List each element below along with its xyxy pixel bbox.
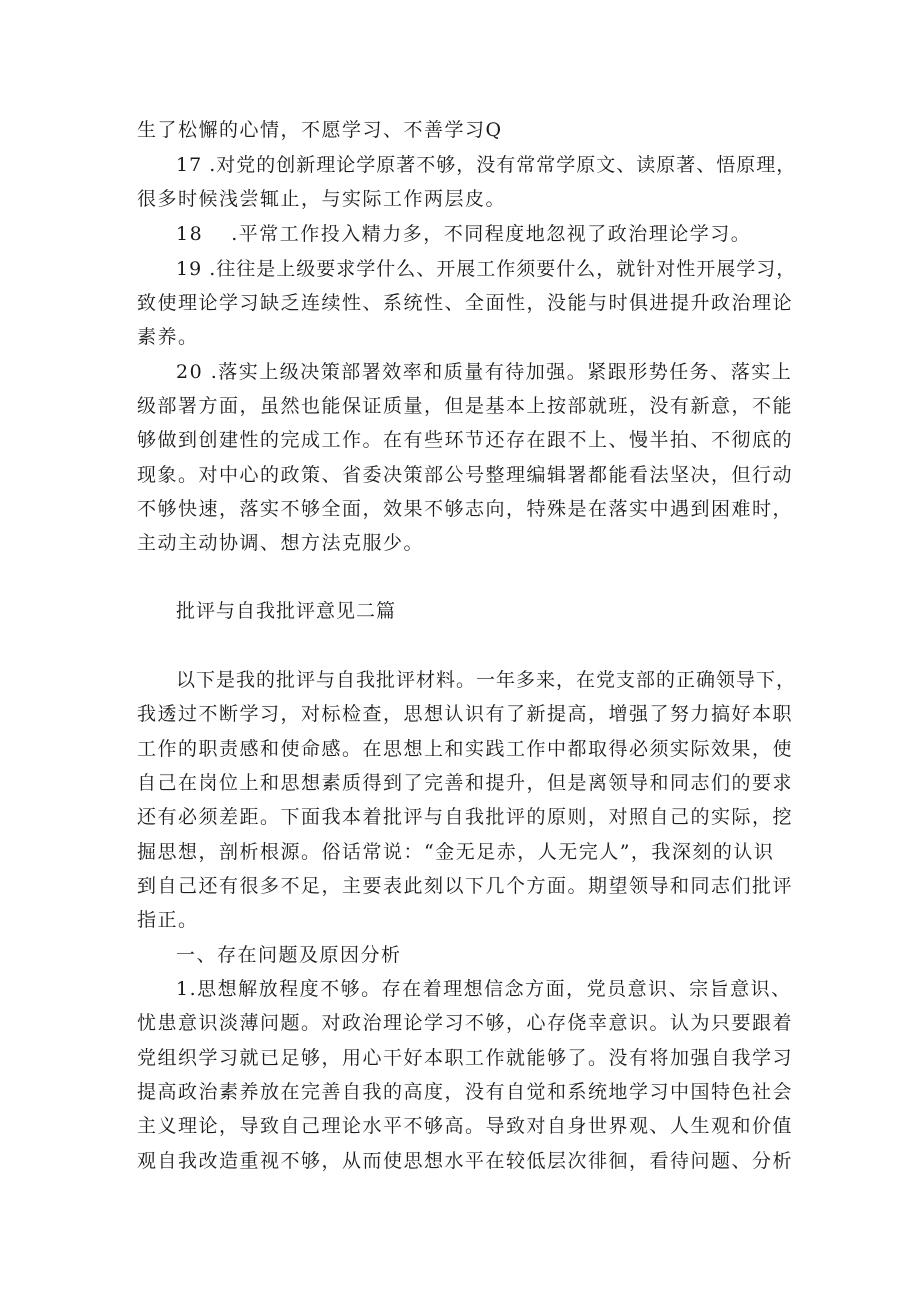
text-line: 我透过不断学习，对标检查，思想认识有了新提高，增强了努力搞好本职 — [137, 703, 794, 725]
text-line: 以下是我的批评与自我批评材料。一年多来，在党支部的正确领导下， — [176, 669, 797, 691]
text-line: 18 .平常工作投入精力多，不同程度地忽视了政治理论学习。 — [176, 223, 752, 245]
text-line: 主动主动协调、想方法克服少。 — [137, 532, 425, 554]
text-line: 现象。对中心的政策、省委决策部公号整理编辑署都能看法坚决，但行动 — [137, 464, 794, 486]
text-line: 掘思想，剖析根源。俗话常说：“金无足赤，人无完人”，我深刻的认识 — [137, 841, 775, 863]
text-line: 观自我改造重视不够，从而使思想水平在较低层次徘徊，看待问题、分析 — [137, 1150, 794, 1172]
text-line: 17 .对党的创新理论学原著不够，没有常常学原文、读原著、悟原理， — [176, 154, 797, 176]
text-line: 忧患意识淡薄问题。对政治理论学习不够，心存侥幸意识。认为只要跟着 — [137, 1012, 794, 1034]
text-line: 致使理论学习缺乏连续性、系统性、全面性，没能与时俱进提升政治理论 — [137, 292, 794, 314]
text-line: 级部署方面，虽然也能保证质量，但是基本上按部就班，没有新意，不能 — [137, 395, 794, 417]
text-line: 指正。 — [137, 909, 199, 931]
text-line: 很多时候浅尝辄止，与实际工作两层皮。 — [137, 188, 507, 210]
text-line: 工作的职责感和使命感。在思想上和实践工作中都取得必须实际效果，使 — [137, 738, 794, 760]
text-line: 素养。 — [137, 326, 199, 348]
text-line: 生了松懈的心情，不愿学习、不善学习Q — [137, 119, 503, 141]
text-line: 自己在岗位上和思想素质得到了完善和提升，但是离领导和同志们的要求 — [137, 772, 794, 794]
section-heading: 一、存在问题及原因分析 — [176, 944, 402, 966]
text-line: 20 .落实上级决策部署效率和质量有待加强。紧跟形势任务、落实上 — [176, 361, 793, 383]
text-line: 够做到创建性的完成工作。在有些环节还存在跟不上、慢半拍、不彻底的 — [137, 429, 794, 451]
section-title: 批评与自我批评意见二篇 — [176, 600, 397, 622]
text-line: 不够快速，落实不够全面，效果不够志向，特殊是在落实中遇到困难时， — [137, 498, 794, 520]
text-line: 主义理论，导致自己理论水平不够高。导致对自身世界观、人生观和价值 — [137, 1115, 794, 1137]
text-line: 1.思想解放程度不够。存在着理想信念方面，党员意识、宗旨意识、 — [176, 978, 792, 1000]
text-line: 还有必须差距。下面我本着批评与自我批评的原则，对照自己的实际，挖 — [137, 806, 794, 828]
text-line: 提高政治素养放在完善自我的高度，没有自觉和系统地学习中国特色社会 — [137, 1081, 794, 1103]
text-line: 到自己还有很多不足，主要表此刻以下几个方面。期望领导和同志们批评 — [137, 875, 794, 897]
text-line: 19 .往往是上级要求学什么、开展工作须要什么，就针对性开展学习， — [176, 258, 797, 280]
text-line: 党组织学习就已足够，用心干好本职工作就能够了。没有将加强自我学习 — [137, 1047, 794, 1069]
